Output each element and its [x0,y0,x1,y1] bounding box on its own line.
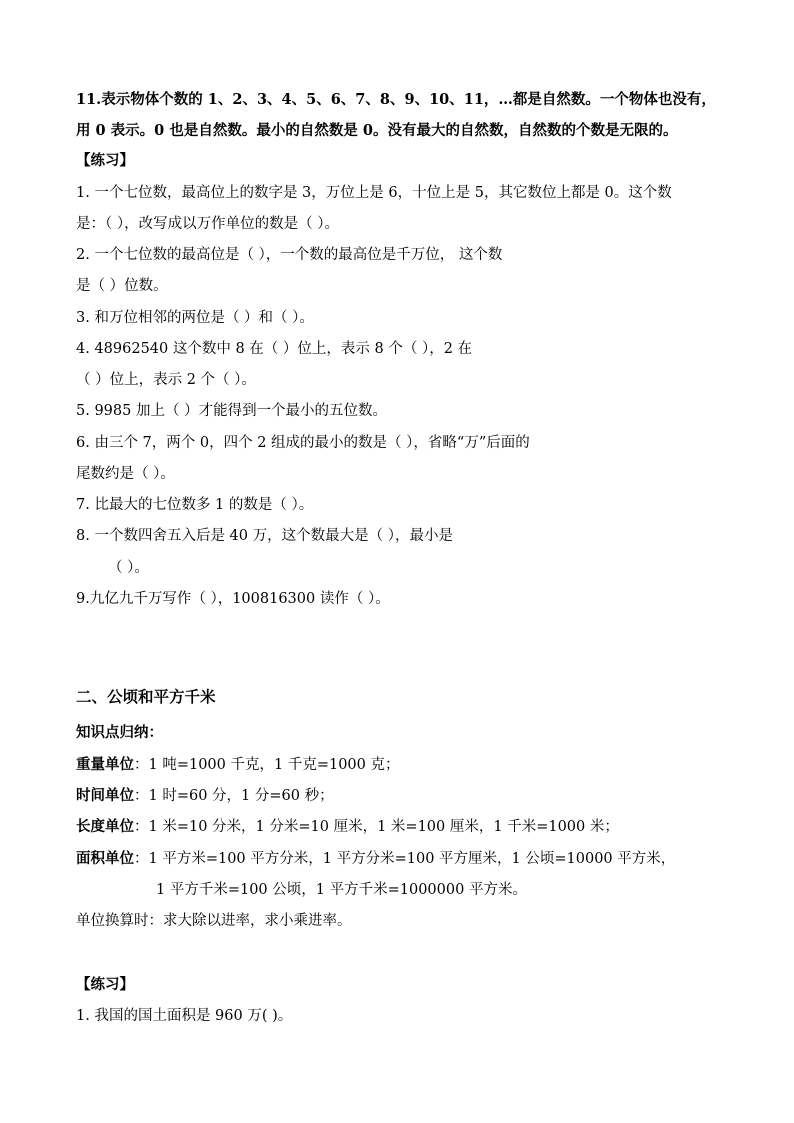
intro-line-1: 11.表示物体个数的 1、2、3、4、5、6、7、8、9、10、11，…都是自然数。一个物体也没有， [76,91,716,108]
practice-line: 6. 由三个 7，两个 0，四个 2 组成的最小的数是（ ），省略“万”后面的 [76,435,530,451]
practice-line: （ ）位上，表示 2 个（ ）。 [76,372,256,388]
section-title: 二、公顷和平方千米 [76,687,216,706]
conversion-rule: 单位换算时：求大除以进率，求小乘进率。 [76,913,352,929]
practice-line: 1. 我国的国土面积是 960 万( )。 [76,1008,293,1024]
practice-heading: 【练习】 [76,976,134,993]
practice-heading: 【练习】 [76,152,134,169]
unit-label: 时间单位 [76,787,134,804]
unit-line-continued: 1 平方千米=100 公顷，1 平方千米=1000000 平方米。 [156,882,527,898]
unit-text: ：1 平方米=100 平方分米，1 平方分米=100 平方厘米，1 公顷=10000 平方米， [134,851,676,867]
unit-text: ：1 时=60 分，1 分=60 秒； [134,788,334,804]
practice-line: 1. 一个七位数，最高位上的数字是 3，万位上是 6，十位上是 5，其它数位上都是 0。这个数 [76,185,672,201]
practice-line: 是（ ）位数。 [76,278,168,294]
practice-line: （ ）。 [108,560,149,576]
practice-line: 是：（ ），改写成以万作单位的数是（ ）。 [76,216,339,232]
practice-line: 8. 一个数四舍五入后是 40 万，这个数最大是（ ），最小是 [76,528,453,544]
intro-line-2: 用 0 表示。0 也是自然数。最小的自然数是 0。没有最大的自然数，自然数的个数是无限的。 [76,122,678,139]
unit-line [76,787,334,805]
summary-label: 知识点归纳： [76,724,163,741]
practice-line: 5. 9985 加上（ ）才能得到一个最小的五位数。 [76,403,388,419]
practice-line: 4. 48962540 这个数中 8 在（ ）位上，表示 8 个（ ），2 在 [76,341,473,357]
unit-label: 面积单位 [76,850,134,867]
unit-line [76,756,400,774]
unit-text: ：1 米=10 分米，1 分米=10 厘米，1 米=100 厘米，1 千米=1000 米； [134,819,619,835]
practice-line: 3. 和万位相邻的两位是（ ）和（ ）。 [76,310,314,326]
practice-line: 尾数约是（ ）。 [76,466,175,482]
unit-label: 重量单位 [76,756,134,773]
unit-label: 长度单位 [76,818,134,835]
practice-line: 2. 一个七位数的最高位是（ ），一个数的最高位是千万位， 这个数 [76,247,503,263]
practice-line: 9.九亿九千万写作（ ），100816300 读作（ ）。 [76,591,390,607]
unit-line [76,818,619,836]
practice-line: 7. 比最大的七位数多 1 的数是（ ）。 [76,497,314,513]
unit-text: ：1 吨=1000 千克，1 千克=1000 克； [134,757,400,773]
unit-line [76,850,675,868]
